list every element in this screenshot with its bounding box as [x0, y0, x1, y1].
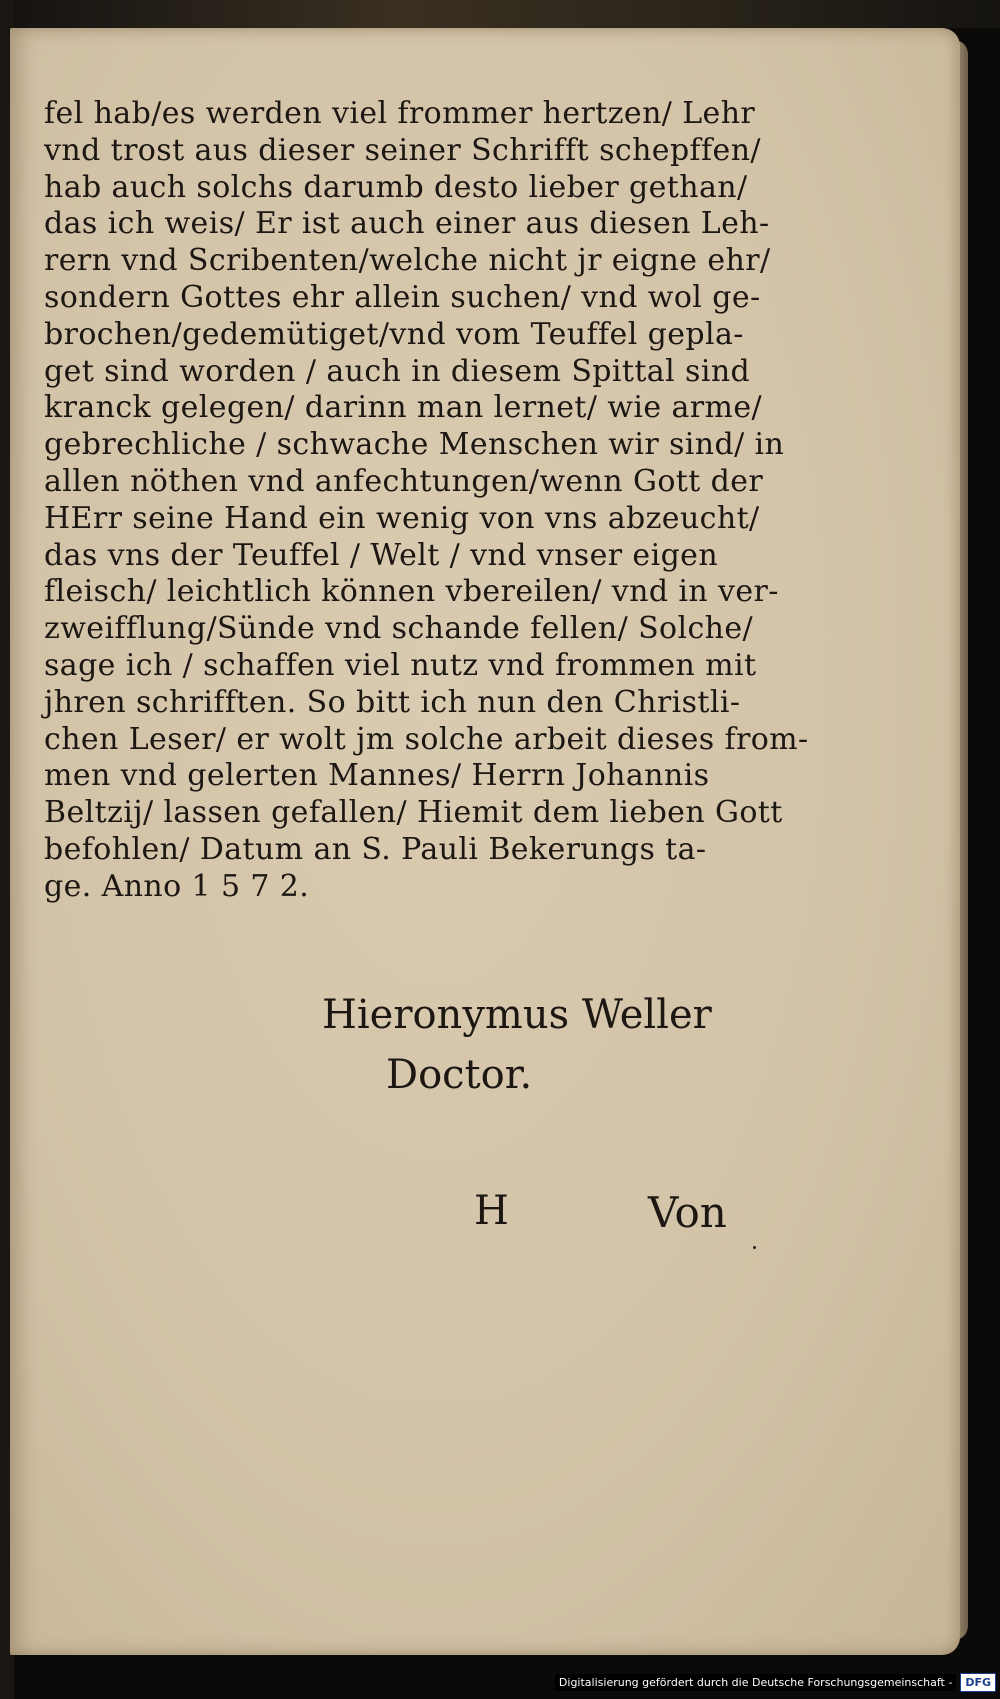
text-line: jhren schrifften. So bitt ich nun den Christli- — [44, 684, 741, 720]
signature-name: Hieronymus Weller — [322, 992, 712, 1038]
body-text — [44, 96, 809, 906]
text-line: befohlen/ Datum an S. Pauli Bekerungs ta- — [44, 831, 707, 867]
digitization-footer — [555, 1669, 996, 1695]
signature-mark: H — [474, 1188, 509, 1234]
text-line: chen Leser/ er wolt jm solche arbeit dieses from- — [44, 721, 809, 757]
text-line: das ich weis/ Er ist auch einer aus diesen Leh- — [44, 206, 770, 242]
text-line: get sind worden / auch in diesem Spittal sind — [44, 353, 751, 389]
text-line: zweifflung/Sünde vnd schande fellen/ Solche/ — [44, 611, 754, 647]
footer-credit: Digitalisierung gefördert durch die Deutsche Forschungsgemeinschaft - — [555, 1674, 956, 1691]
text-line: Beltzij/ lassen gefallen/ Hiemit dem lieben Gott — [44, 795, 783, 831]
text-line: hab auch solchs darumb desto lieber gethan/ — [44, 169, 748, 205]
signature-title: Doctor. — [386, 1052, 533, 1098]
text-line: brochen/gedemütiget/vnd vom Teuffel gepla- — [44, 316, 744, 352]
text-line: vnd trost aus dieser seiner Schrifft schepffen/ — [44, 132, 761, 168]
dfg-logo: DFG — [960, 1673, 996, 1692]
text-line: sage ich / schaffen viel nutz vnd frommen mit — [44, 647, 757, 683]
text-line: fleisch/ leichtlich können vbereilen/ vnd in ver- — [44, 574, 779, 610]
text-line: kranck gelegen/ darinn man lernet/ wie arme/ — [44, 390, 763, 426]
text-line: allen nöthen vnd anfechtungen/wenn Gott der — [44, 463, 764, 499]
text-line: ge. Anno 1 5 7 2. — [44, 868, 310, 904]
text-line: rern vnd Scribenten/welche nicht jr eigne ehr/ — [44, 243, 771, 279]
text-line: men vnd gelerten Mannes/ Herrn Johannis — [44, 758, 710, 794]
text-line: HErr seine Hand ein wenig von vns abzeucht/ — [44, 500, 760, 536]
ink-speck — [753, 1246, 756, 1249]
text-line: fel hab/es werden viel frommer hertzen/ Lehr — [44, 96, 756, 131]
scan-background-top — [0, 0, 1000, 28]
text-line: das vns der Teuffel / Welt / vnd vnser eigen — [44, 537, 719, 573]
catchword: Von — [648, 1188, 727, 1237]
text-line: sondern Gottes ehr allein suchen/ vnd wol ge- — [44, 279, 761, 315]
text-line: gebrechliche / schwache Menschen wir sind/ in — [44, 427, 785, 463]
